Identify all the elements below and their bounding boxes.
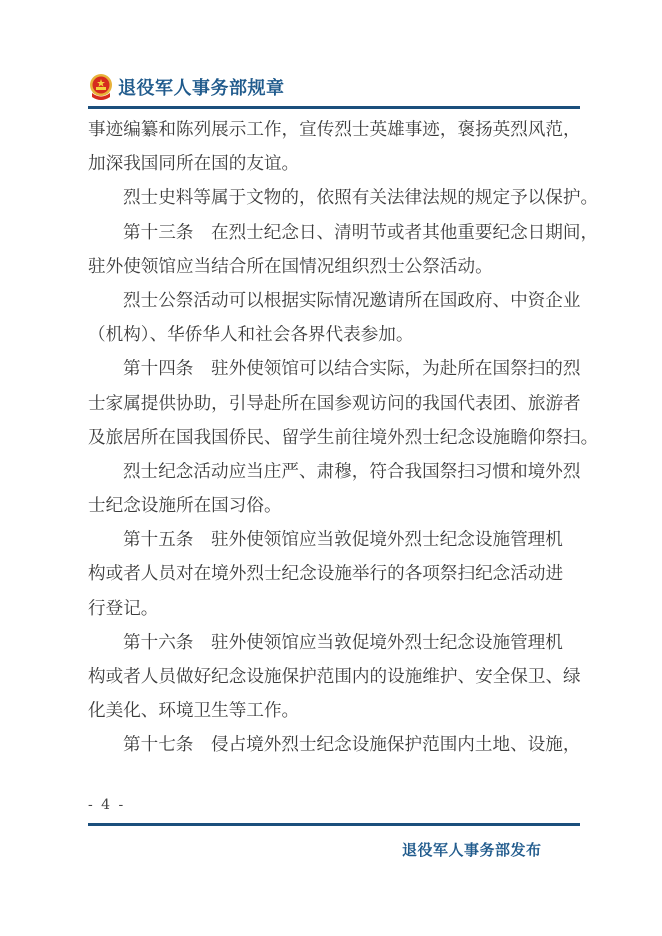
body-line: 事迹编纂和陈列展示工作，宣传烈士英雄事迹，褒扬英烈风范， bbox=[88, 120, 581, 140]
body-line: 烈士纪念活动应当庄严、肃穆，符合我国祭扫习惯和境外烈 bbox=[123, 461, 581, 482]
body-line: 化美化、环境卫生等工作。 bbox=[88, 701, 300, 722]
page-number: - 4 - bbox=[88, 797, 126, 813]
footer-publisher: 退役军人事务部发布 bbox=[402, 841, 542, 859]
body-line: （机构）、华侨华人和社会各界代表参加。 bbox=[88, 325, 414, 346]
article-13-line: 第十三条 在烈士纪念日、清明节或者其他重要纪念日期间， bbox=[123, 222, 599, 243]
page-header bbox=[88, 70, 285, 104]
body-line: 烈士史料等属于文物的，依照有关法律法规的规定予以保护。 bbox=[123, 188, 599, 209]
body-line: 驻外使领馆应当结合所在国情况组织烈士公祭活动。 bbox=[88, 256, 493, 277]
article-15-line: 第十五条 驻外使领馆应当敦促境外烈士纪念设施管理机 bbox=[123, 530, 563, 551]
article-14-line: 第十四条 驻外使领馆可以结合实际，为赴所在国祭扫的烈 bbox=[123, 359, 581, 380]
body-line: 构或者人员对在境外烈士纪念设施举行的各项祭扫纪念活动进 bbox=[88, 564, 564, 585]
body-line: 烈士公祭活动可以根据实际情况邀请所在国政府、中资企业 bbox=[123, 290, 581, 311]
body-line: 行登记。 bbox=[88, 598, 159, 619]
body-line: 及旅居所在国我国侨民、留学生前往境外烈士纪念设施瞻仰祭扫。 bbox=[88, 427, 599, 448]
document-body bbox=[88, 113, 599, 763]
article-17-line: 第十七条 侵占境外烈士纪念设施保护范围内土地、设施， bbox=[123, 735, 581, 756]
body-line: 加深我国同所在国的友谊。 bbox=[88, 154, 300, 175]
body-line: 士纪念设施所在国习俗。 bbox=[88, 496, 282, 517]
national-emblem-icon bbox=[88, 73, 114, 101]
body-line: 构或者人员做好纪念设施保护范围内的设施维护、安全保卫、绿 bbox=[88, 667, 581, 687]
header-title: 退役军人事务部规章 bbox=[118, 78, 285, 99]
footer-divider bbox=[88, 823, 580, 826]
article-16-line: 第十六条 驻外使领馆应当敦促境外烈士纪念设施管理机 bbox=[123, 632, 563, 653]
body-line: 士家属提供协助，引导赴所在国参观访问的我国代表团、旅游者 bbox=[88, 393, 581, 414]
header-divider bbox=[88, 106, 580, 109]
